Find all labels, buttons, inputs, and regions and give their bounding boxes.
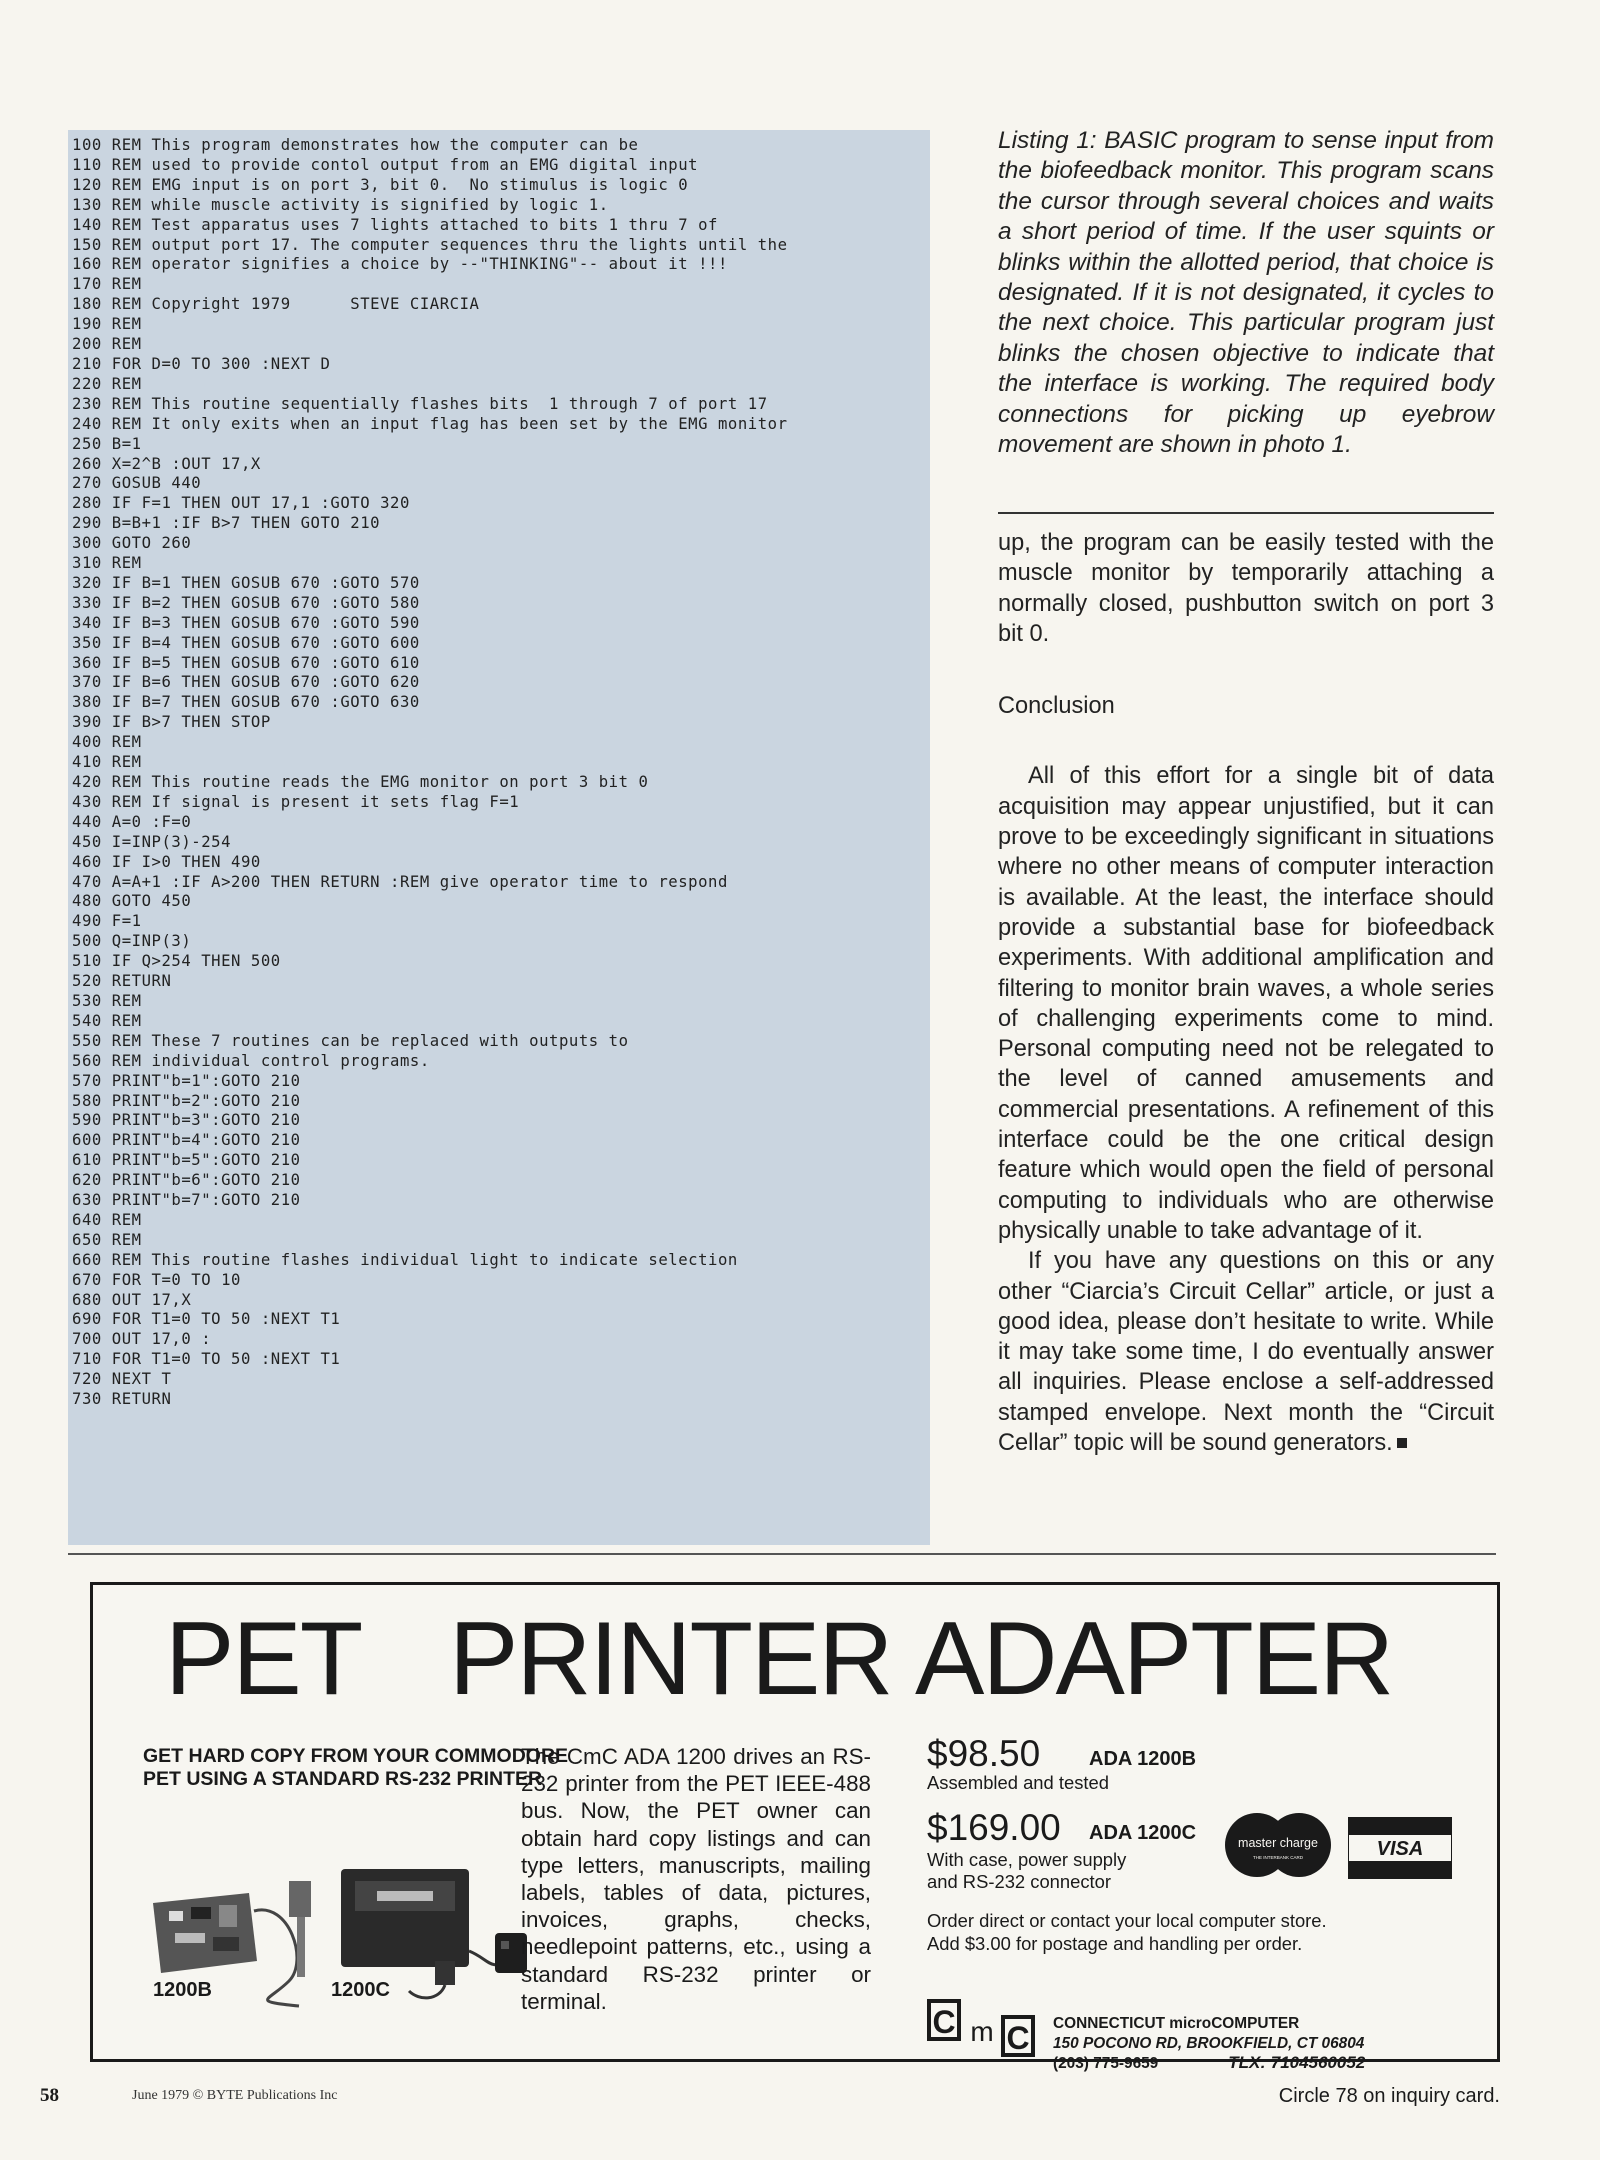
code-line: 540 REM <box>72 1011 142 1030</box>
code-line: 290 B=B+1 :IF B>7 THEN GOTO 210 <box>72 514 381 533</box>
code-line: 550 REM These 7 routines can be replaced with outputs to <box>72 1031 629 1050</box>
model-1200c: ADA 1200C <box>1089 1822 1197 1844</box>
code-line: 110 REM used to provide contol output from an EMG digital input <box>72 155 699 174</box>
code-line: 420 REM This routine reads the EMG monitor on port 3 bit 0 <box>72 773 649 791</box>
code-line: 660 REM This routine flashes individual light to indicate selection <box>72 1250 738 1269</box>
article-column <box>998 528 1494 1458</box>
article-paragraph-text: If you have any questions on this or any other “Ciarcia’s Circuit Cellar” article, or just a good idea, please don’t hesitate to write. While it may take some time, I do eventually answer all inquiries. Please enclose a self-addressed stamped envelope. Next month the “Circuit Cellar” topic will be sound generators. <box>998 1248 1494 1457</box>
code-line: 680 OUT 17,X <box>72 1290 192 1309</box>
code-line: 630 PRINT"b=7":GOTO 210 <box>72 1191 301 1210</box>
code-line: 150 REM output port 17. The computer sequences thru the lights until the <box>72 235 788 254</box>
logo-c: C <box>1006 2020 1030 2056</box>
code-line: 570 PRINT"b=1":GOTO 210 <box>72 1071 301 1090</box>
code-line: 100 REM This program demonstrates how the computer can be <box>72 136 639 154</box>
case-label-text <box>377 1891 433 1901</box>
code-line: 180 REM Copyright 1979 STEVE CIARCIA <box>72 295 480 314</box>
code-line: 200 REM <box>72 335 142 354</box>
code-line: 610 PRINT"b=5":GOTO 210 <box>72 1151 301 1170</box>
advertisement <box>90 1582 1500 2072</box>
logo-m: m <box>970 2016 994 2047</box>
company-phone: (203) 775-9659 <box>1053 2055 1159 2072</box>
code-line: 650 REM <box>72 1230 142 1249</box>
code-line: 260 X=2^B :OUT 17,X <box>72 454 261 473</box>
label-1200b: 1200B <box>153 1979 212 2001</box>
code-line: 270 GOSUB 440 <box>72 474 202 493</box>
page-number: 58 <box>40 2085 59 2106</box>
code-line: 140 REM Test apparatus uses 7 lights attached to bits 1 thru 7 of <box>72 215 718 234</box>
code-line: 320 IF B=1 THEN GOSUB 670 :GOTO 570 <box>72 573 420 592</box>
listing-caption: Listing 1: BASIC program to sense input from the biofeedback monitor. This program scans the cursor through several choices and waits a short period of time. If the user squints or blinks within the allotted period, that choice is designated. If it is not designated, it cycles to the next choice. This particular program just blinks the chosen objective to indicate that the interface is working. The required body connections for picking up eyebrow movement are shown in photo 1. <box>998 127 1494 459</box>
code-line: 370 IF B=6 THEN GOSUB 670 :GOTO 620 <box>72 673 420 692</box>
code-line: 230 REM This routine sequentially flashes bits 1 through 7 of port 17 <box>72 394 768 413</box>
code-line: 120 REM EMG input is on port 3, bit 0. No stimulus is logic 0 <box>72 175 689 194</box>
code-line: 720 NEXT T <box>72 1370 172 1389</box>
note-1200c: With case, power supply <box>927 1849 1127 1870</box>
company-contact <box>1053 2053 1365 2074</box>
code-line: 530 REM <box>72 991 142 1010</box>
note-1200b: Assembled and tested <box>927 1772 1109 1793</box>
code-line: 580 PRINT"b=2":GOTO 210 <box>72 1091 301 1110</box>
board-chip <box>213 1937 239 1951</box>
mastercharge-logo <box>1219 1811 1339 1879</box>
board-chip <box>219 1905 237 1927</box>
code-line: 670 FOR T=0 TO 10 <box>72 1270 241 1289</box>
ad-description: The CmC ADA 1200 drives an RS-232 printer from the PET IEEE-488 bus. Now, the PET owner can obtain hard copy listings and can type letters, manuscripts, mailing labels, tables of data, pictures, invoices, graphs, checks, needlepoint patterns, etc., using a standard RS-232 printer or terminal. <box>521 1744 871 2014</box>
company-address: 150 POCONO RD, BROOKFIELD, CT 06804 <box>1053 2034 1365 2052</box>
code-line: 620 PRINT"b=6":GOTO 210 <box>72 1171 301 1190</box>
section-heading: Conclusion <box>998 693 1115 720</box>
product-photo <box>139 1841 569 2011</box>
code-line: 330 IF B=2 THEN GOSUB 670 :GOTO 580 <box>72 593 420 612</box>
code-line: 690 FOR T1=0 TO 50 :NEXT T1 <box>72 1310 341 1329</box>
code-line: 520 RETURN <box>72 972 172 991</box>
cable <box>409 1985 445 1998</box>
code-line: 390 IF B>7 THEN STOP <box>72 713 271 732</box>
company-name: CONNECTICUT microCOMPUTER <box>1053 2015 1300 2032</box>
power-supply-detail <box>501 1941 509 1949</box>
code-line: 640 REM <box>72 1210 142 1229</box>
cmc-logo <box>927 1987 1037 2059</box>
code-line: 360 IF B=5 THEN GOSUB 670 :GOTO 610 <box>72 653 420 672</box>
code-line: 160 REM operator signifies a choice by --"THINKING"-- about it !!! <box>72 255 728 274</box>
headline-word: ADAPTER <box>915 1601 1393 1717</box>
code-line: 730 RETURN <box>72 1390 172 1409</box>
visa-band-top <box>1348 1817 1452 1835</box>
code-line: 490 F=1 <box>72 912 142 931</box>
code-line: 340 IF B=3 THEN GOSUB 670 :GOTO 590 <box>72 613 420 632</box>
board-chip <box>169 1911 183 1921</box>
ad-headline <box>93 1603 1497 1723</box>
model-1200b: ADA 1200B <box>1089 1748 1197 1770</box>
code-line: 700 OUT 17,0 : <box>72 1330 212 1349</box>
inquiry-card-note: Circle 78 on inquiry card. <box>1278 2085 1500 2107</box>
visa-text: VISA <box>1376 1838 1424 1860</box>
code-line: 240 REM It only exits when an input flag has been set by the EMG monitor <box>72 414 788 433</box>
order-info <box>927 1910 1447 1955</box>
connector-cable <box>297 1917 305 1977</box>
connector <box>289 1881 311 1917</box>
article-intro: up, the program can be easily tested with the muscle monitor by temporarily attaching a normally closed, pushbutton switch on port 3 bit 0. <box>998 530 1494 647</box>
code-line: 710 FOR T1=0 TO 50 :NEXT T1 <box>72 1350 341 1369</box>
price-1200c: $169.00 <box>927 1807 1061 1848</box>
caption-divider <box>998 512 1494 514</box>
label-1200c: 1200C <box>331 1979 390 2001</box>
mastercharge-text: master charge <box>1238 1836 1318 1850</box>
issue-date: June 1979 © BYTE Publications Inc <box>132 2088 338 2103</box>
code-line: 470 A=A+1 :IF A>200 THEN RETURN :REM give operator time to respond <box>72 872 728 891</box>
code-line: 600 PRINT"b=4":GOTO 210 <box>72 1131 301 1150</box>
code-line: 500 Q=INP(3) <box>72 932 192 951</box>
page-divider <box>68 1553 1496 1555</box>
company-info <box>1053 2014 1365 2074</box>
code-line: 280 IF F=1 THEN OUT 17,1 :GOTO 320 <box>72 494 410 513</box>
logo-c: C <box>932 2004 956 2040</box>
code-line: 440 A=0 :F=0 <box>72 812 192 831</box>
code-line: 250 B=1 <box>72 434 142 453</box>
code-line: 400 REM <box>72 733 142 752</box>
board-chip <box>175 1933 205 1943</box>
basic-listing <box>68 130 930 1545</box>
headline-word: PET <box>165 1601 362 1717</box>
code-line: 510 IF Q>254 THEN 500 <box>72 952 281 971</box>
code-line: 430 REM If signal is present it sets flag F=1 <box>72 792 520 811</box>
code-line: 350 IF B=4 THEN GOSUB 670 :GOTO 600 <box>72 633 420 652</box>
visa-band-bottom <box>1348 1861 1452 1879</box>
code-line: 560 REM individual control programs. <box>72 1051 430 1070</box>
code-line: 170 REM <box>72 275 142 294</box>
code-line: 590 PRINT"b=3":GOTO 210 <box>72 1111 301 1130</box>
order-line: Add $3.00 for postage and handling per order. <box>927 1932 1303 1954</box>
order-line: Order direct or contact your local computer store. <box>927 1910 1327 1931</box>
code-line: 310 REM <box>72 554 142 573</box>
mastercharge-subtext: THE INTERBANK CARD <box>1252 1855 1304 1860</box>
code-line: 220 REM <box>72 374 142 393</box>
note-1200c: and RS-232 connector <box>927 1871 1112 1892</box>
ribbon-cable <box>254 1910 299 2006</box>
company-telex: TLX: 7104560052 <box>1228 2053 1366 2072</box>
code-line: 460 IF I>0 THEN 490 <box>72 852 261 871</box>
code-line: 300 GOTO 260 <box>72 534 192 553</box>
code-line: 380 IF B=7 THEN GOSUB 670 :GOTO 630 <box>72 693 420 712</box>
ad-subhead: GET HARD COPY FROM YOUR COMMODORE PET USING A STANDARD RS-232 PRINTER <box>143 1745 569 1790</box>
cable-plug <box>435 1961 455 1985</box>
article-paragraph: All of this effort for a single bit of data acquisition may appear unjustified, but it can prove to be exceedingly significant in situations where no other means of computer interaction is available. At the least, the interface should provide a substantial base for biofeedback experiments. With additional amplification and filtering to monitor brain waves, a whole series of challenging experiments come to mind. Personal computing need not be relegated to the level of canned amusements and commercial presentations. A refinement of this interface could be the one critical design feature which would open the field of personal computing to individuals who are otherwise physically unable to take advantage of it. <box>998 763 1494 1244</box>
code-line: 130 REM while muscle activity is signified by logic 1. <box>72 195 609 214</box>
visa-logo <box>1348 1817 1452 1879</box>
code-line: 450 I=INP(3)-254 <box>72 832 232 851</box>
price-1200b: $98.50 <box>927 1733 1041 1774</box>
code-line: 210 FOR D=0 TO 300 :NEXT D <box>72 354 331 373</box>
end-of-article-mark <box>1397 1438 1407 1448</box>
headline-word: PRINTER <box>449 1601 892 1717</box>
code-line: 480 GOTO 450 <box>72 892 192 911</box>
code-line: 190 REM <box>72 315 142 334</box>
board-chip <box>191 1907 211 1919</box>
code-line: 410 REM <box>72 753 142 772</box>
article-paragraph <box>998 1246 1494 1458</box>
